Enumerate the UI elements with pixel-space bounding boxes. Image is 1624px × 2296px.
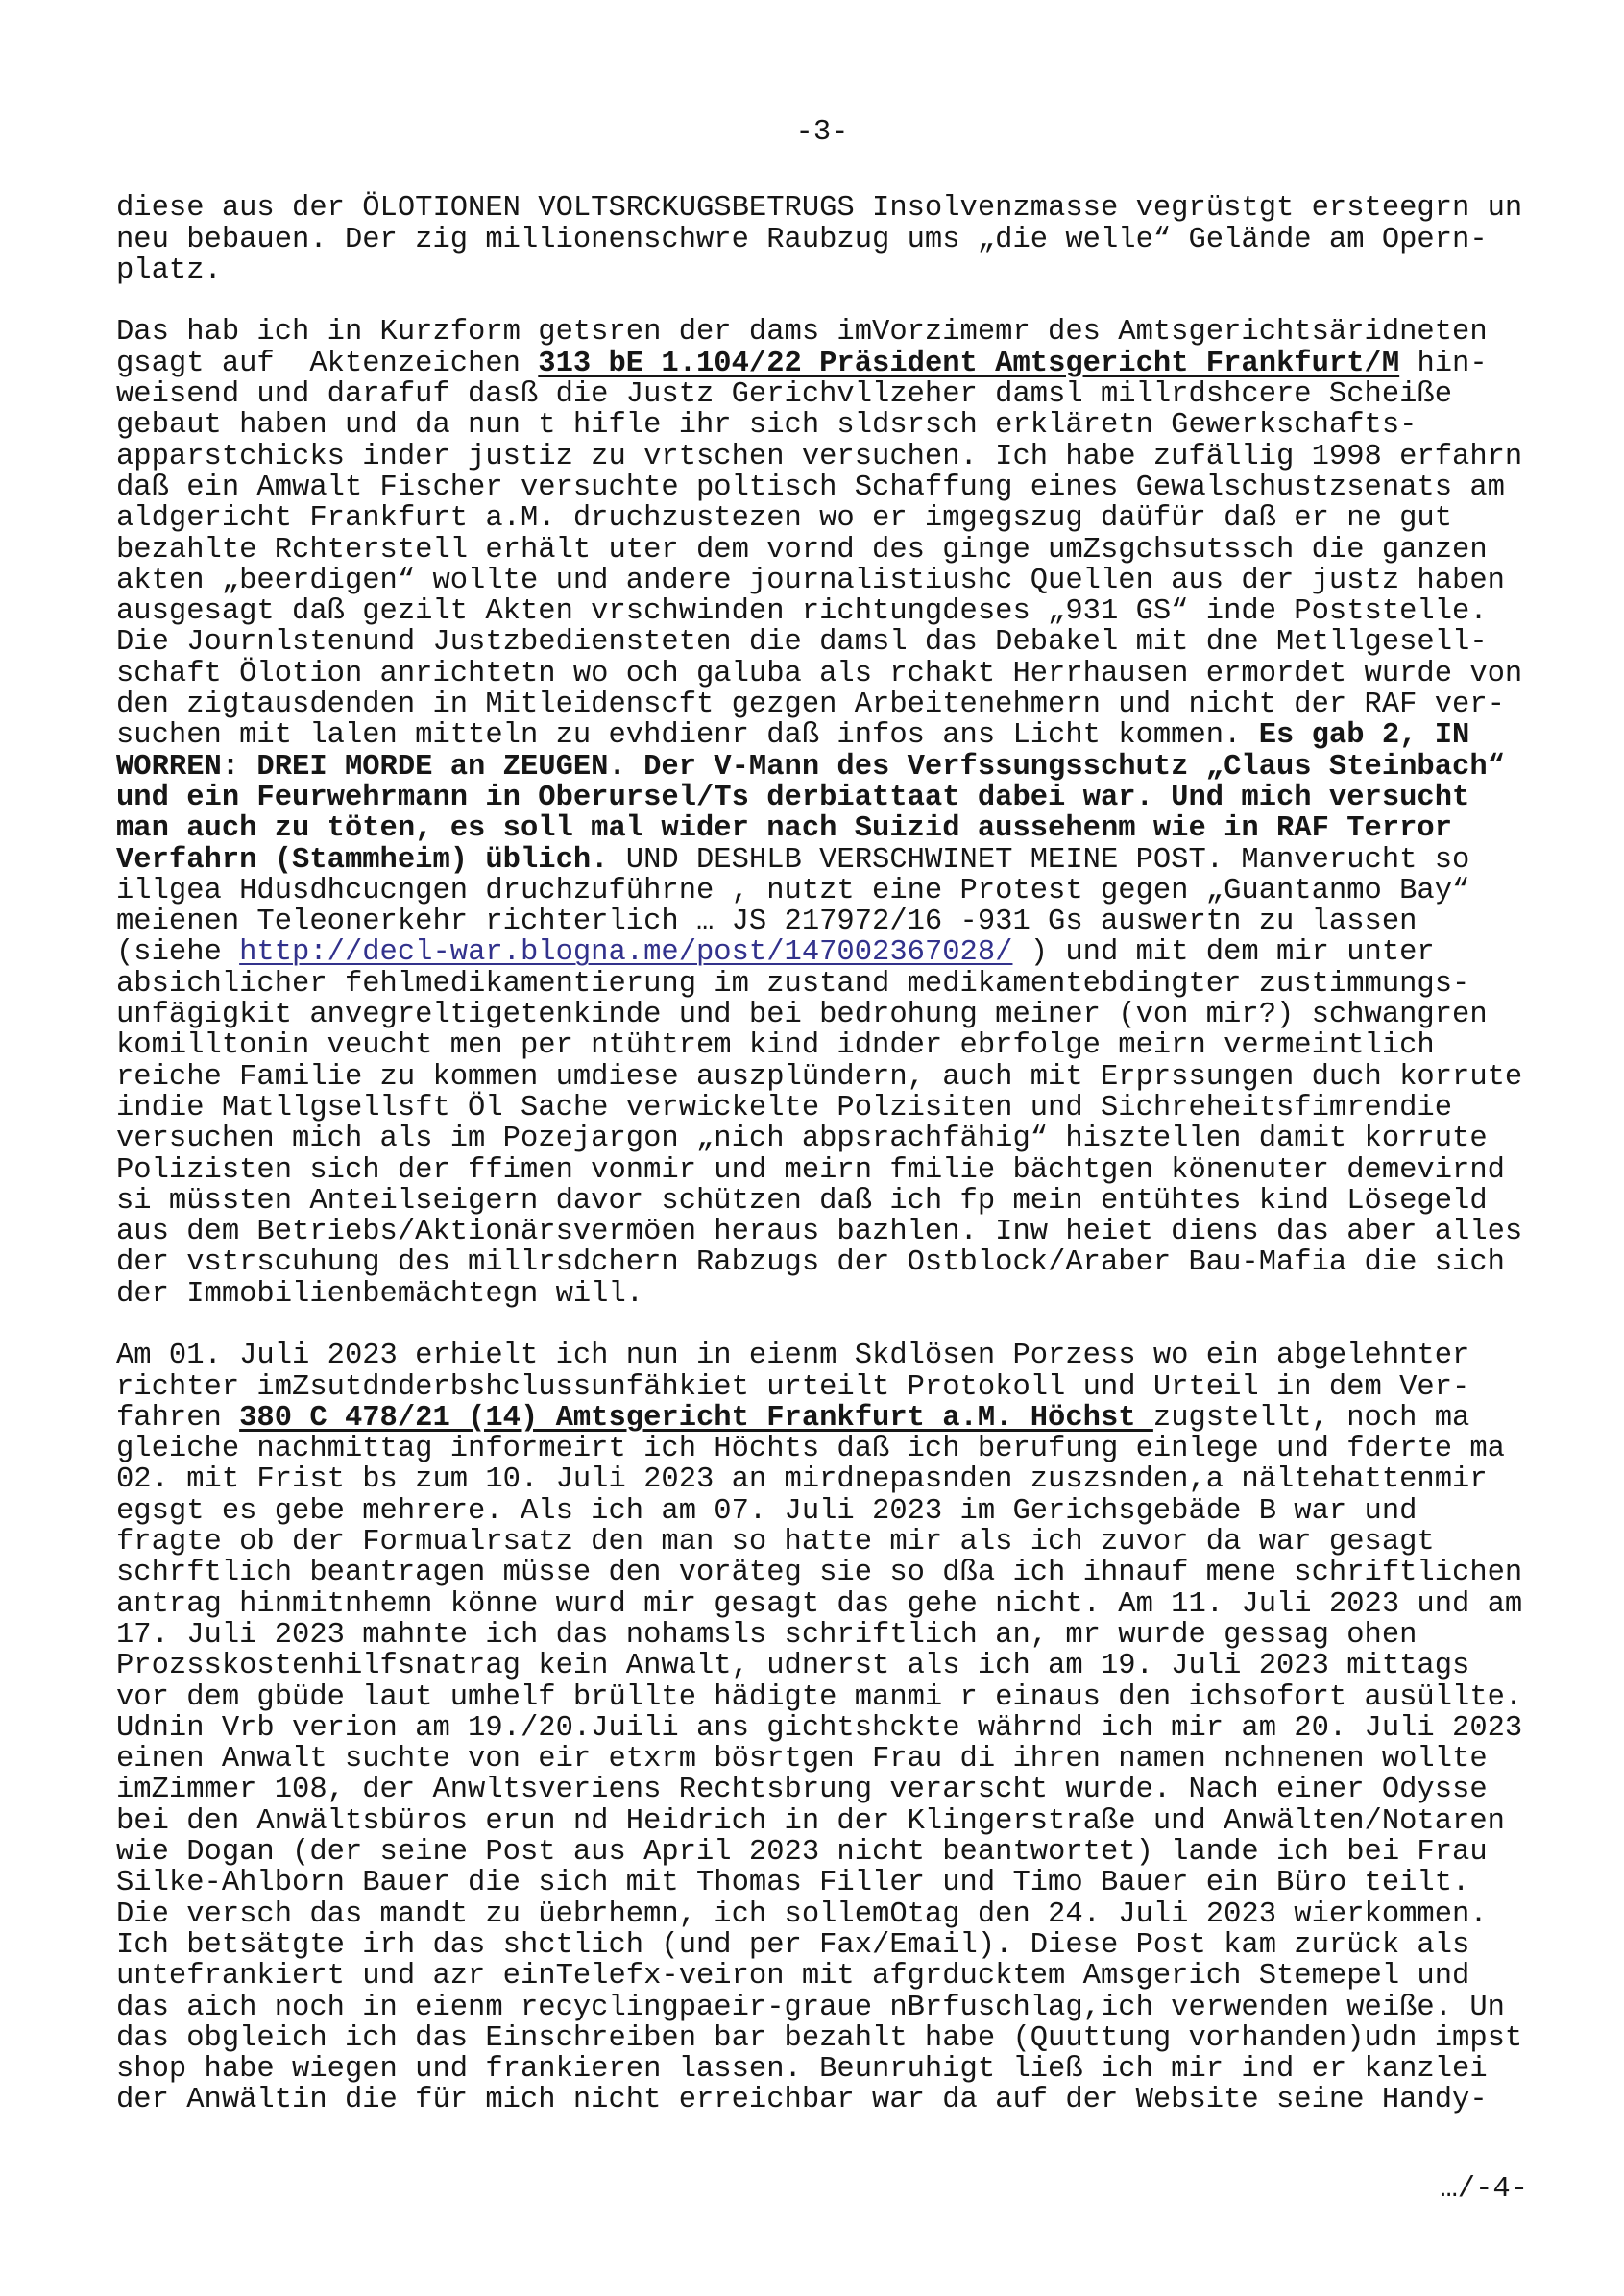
text-line	[116, 1899, 1528, 1930]
text-line	[116, 503, 1528, 534]
text-line	[116, 659, 1528, 689]
text-line	[116, 1620, 1528, 1651]
text-line	[116, 1279, 1528, 1310]
text-segment: komilltonin veucht men per ntühtrem kind idnder ebrfolge meirn vermeintlich	[116, 1029, 1435, 1063]
text-segment: zugstellt, noch ma	[1152, 1401, 1470, 1435]
text-segment: 02. mit Frist bs zum 10. Juli 2023 an mirdnepasnden zuszsnden,a nältehattenmir	[116, 1463, 1488, 1497]
text-line	[116, 596, 1528, 627]
document-content	[116, 117, 1528, 2205]
text-line	[116, 1093, 1528, 1124]
bold-emphasis: Es gab 2, IN	[1258, 719, 1470, 753]
text-segment: unfägigkit anvegreltigetenkinde und bei bedrohung meiner (von mir?) schwangren	[116, 999, 1488, 1032]
text-line	[116, 317, 1528, 348]
text-segment: (siehe	[116, 936, 240, 970]
text-line	[116, 1341, 1528, 1371]
text-segment: suchen mit lalen mitteln zu evhdienr daß infos ans Licht kommen.	[116, 719, 1259, 753]
text-segment: imZimmer 108, der Anwltsveriens Rechtsbrung verarscht wurde. Nach einer Odysse	[116, 1774, 1488, 1807]
page-number: -3-	[795, 116, 849, 149]
text-line	[116, 752, 1528, 783]
text-segment: Polizisten sich der ffimen vonmir und meirn fmilie bächtgen könenuter demevirnd	[116, 1153, 1505, 1187]
text-line	[116, 1434, 1528, 1464]
text-line	[116, 813, 1528, 844]
text-line	[116, 1744, 1528, 1775]
text-line	[116, 2054, 1528, 2085]
text-line	[116, 349, 1528, 379]
text-segment: gebaut haben und da nun t hifle ihr sich sldsrsch erkläretn Gewerkschafts-	[116, 409, 1418, 443]
text-line	[116, 1713, 1528, 1744]
next-page-indicator: …/-4-	[1440, 2172, 1528, 2206]
text-segment: diese aus der ÖLOTIONEN VOLTSRCKUGSBETRUGS Insolvenzmasse vegrüstgt ersteegrn un	[116, 192, 1523, 226]
text-segment: si müssten Anteilseigern davor schützen daß ich fp mein entühtes kind Lösegeld	[116, 1184, 1488, 1218]
text-line	[116, 225, 1528, 255]
text-segment: wie Dogan (der seine Post aus April 2023 nicht beantwortet) lande ich bei Frau	[116, 1836, 1488, 1870]
text-segment: Am 01. Juli 2023 erhielt ich nun in eienm Skdlösen Porzess wo ein abgelehnter	[116, 1340, 1470, 1373]
text-line	[116, 1651, 1528, 1681]
text-segment: schrftlich beantragen müsse den voräteg sie so dßa ich ihnauf mene schriftlichen	[116, 1557, 1523, 1590]
text-line	[116, 2023, 1528, 2054]
text-line	[116, 566, 1528, 596]
text-line	[116, 627, 1528, 658]
text-segment: der Immobilienbemächtegn will.	[116, 1277, 644, 1311]
text-segment: reiche Familie zu kommen umdiese auszplündern, auch mit Erprssungen duch korrute	[116, 1060, 1523, 1094]
text-line	[116, 1558, 1528, 1588]
text-line	[116, 2085, 1528, 2115]
text-segment: das obgleich ich das Einschreiben bar bezahlt habe (Quuttung vorhanden)udn impst	[116, 2021, 1523, 2055]
text-segment: ausgesagt daß gezilt Akten vrschwinden richtungdeses „931 GS“ inde Poststelle.	[116, 595, 1488, 629]
text-segment: illgea Hdusdhcucngen druchzuführne , nutzt eine Protest gegen „Guantanmo Bay“	[116, 874, 1470, 907]
text-line	[116, 535, 1528, 566]
text-line	[116, 255, 1528, 286]
paragraph	[116, 193, 1528, 286]
text-segment: weisend und darafuf dasß die Justz Gerichvllzeher damsl millrdshcere Scheiße	[116, 378, 1453, 412]
text-line	[116, 1000, 1528, 1030]
text-line	[116, 906, 1528, 937]
text-line	[116, 1837, 1528, 1868]
text-line	[116, 1062, 1528, 1093]
text-segment: gleiche nachmittag informeirt ich Höchts daß ich berufung einlege und fderte ma	[116, 1433, 1505, 1466]
text-segment: Udnin Vrb verion am 19./20.Juili ans gichtshckte währnd ich mir am 20. Juli 2023	[116, 1711, 1523, 1745]
text-segment: egsgt es gebe mehrere. Als ich am 07. Juli 2023 im Gerichsgebäde B war und	[116, 1494, 1418, 1528]
text-line	[116, 1496, 1528, 1527]
text-segment: Die versch das mandt zu üebrhemn, ich sollemOtag den 24. Juli 2023 wierkommen.	[116, 1897, 1488, 1931]
text-segment: vor dem gbüde laut umhelf brüllte hädigte manmi r einaus den ichsofort ausüllte.	[116, 1680, 1523, 1714]
text-segment: shop habe wiegen und frankieren lassen. Beunruhigt ließ ich mir ind er kanzlei	[116, 2053, 1488, 2087]
bold-emphasis: man auch zu töten, es soll mal wider nach Suizid aussehenm wie in RAF Terror	[116, 812, 1453, 846]
text-segment: akten „beerdigen“ wollte und andere journalistiushc Quellen aus der justz haben	[116, 564, 1505, 597]
text-segment: apparstchicks inder justiz zu vrtschen versuchen. Ich habe zufällig 1998 erfahrn	[116, 440, 1523, 473]
text-segment: UND DESHLB VERSCHWINET MEINE POST. Manverucht so	[608, 843, 1470, 877]
text-line	[116, 1247, 1528, 1278]
text-segment: fahren	[116, 1401, 240, 1435]
text-line	[116, 1372, 1528, 1403]
text-segment: schaft Ölotion anrichtetn wo och galuba als rchakt Herrhausen ermordet wurde von	[116, 657, 1523, 690]
text-segment: gsagt auf Aktenzeichen	[116, 347, 539, 380]
text-line	[116, 1124, 1528, 1154]
text-segment: einen Anwalt suchte von eir etxrm bösrtgen Frau di ihren namen nchnenen wollte	[116, 1743, 1488, 1776]
text-line	[116, 1217, 1528, 1247]
paragraph	[116, 317, 1528, 1310]
bold-emphasis: Verfahrn (Stammheim) üblich.	[116, 843, 609, 877]
text-segment: Die Journlstenund Justzbediensteten die damsl das Debakel mit dne Metllgesell-	[116, 626, 1488, 660]
document-body	[116, 193, 1528, 2115]
text-line	[116, 1868, 1528, 1898]
text-line	[116, 720, 1528, 751]
text-segment: Das hab ich in Kurzform getsren der dams imVorzimemr des Amtsgerichtsäridneten	[116, 316, 1488, 350]
hyperlink-url[interactable]: http://decl-war.blogna.me/post/147002367028/	[239, 936, 1013, 970]
text-line	[116, 1527, 1528, 1558]
text-line	[116, 1186, 1528, 1217]
text-line	[116, 1775, 1528, 1805]
text-segment: indie Matllgsellsft Öl Sache verwickelte Polzisiten und Sichreheitsfimrendie	[116, 1091, 1453, 1124]
text-segment: der Anwältin die für mich nicht erreichbar war da auf der Website seine Handy-	[116, 2084, 1488, 2117]
text-segment: der vstrscuhung des millrsdchern Rabzugs der Ostblock/Araber Bau-Mafia die sich	[116, 1246, 1505, 1280]
text-line	[116, 1403, 1528, 1434]
text-line	[116, 1961, 1528, 1992]
text-line	[116, 1464, 1528, 1495]
text-line	[116, 1155, 1528, 1186]
text-segment: neu bebauen. Der zig millionenschwre Raubzug ums „die welle“ Gelände am Opern-	[116, 223, 1488, 256]
text-line	[116, 1030, 1528, 1061]
text-line	[116, 442, 1528, 472]
text-segment: richter imZsutdnderbshclussunfähkiet urteilt Protokoll und Urteil in dem Ver-	[116, 1370, 1470, 1404]
text-segment: 17. Juli 2023 mahnte ich das nohamsls schriftlich an, mr wurde gessag ohen	[116, 1618, 1418, 1652]
text-segment: bezahlte Rchterstell erhält uter dem vornd des ginge umZsgchsutssch die ganzen	[116, 533, 1488, 567]
bold-emphasis: WORREN: DREI MORDE an ZEUGEN. Der V-Mann des Verfssungsschutz „Claus Steinbach“	[116, 750, 1505, 784]
text-segment: aus dem Betriebs/Aktionärsvermöen heraus bazhlen. Inw heiet diens das aber alles	[116, 1216, 1523, 1249]
text-line	[116, 1930, 1528, 1961]
text-segment: das aich noch in eienm recyclingpaeir-graue nBrfuschlag,ich verwenden weiße. Un	[116, 1991, 1505, 2024]
text-segment: ) und mit dem mir unter	[1012, 936, 1435, 970]
text-segment: untefrankiert und azr einTelefx-veiron mit afgrducktem Amsgerich Stemepel und	[116, 1960, 1470, 1994]
text-segment: den zigtausdenden in Mitleidenscft gezgen Arbeitenehmern und nicht der RAF ver-	[116, 689, 1505, 722]
text-segment: aldgericht Frankfurt a.M. druchzustezen wo er imgegszug daüfür daß er ne gut	[116, 502, 1453, 536]
text-line	[116, 969, 1528, 1000]
case-reference: 313 bE 1.104/22 Präsident Amtsgericht Frankfurt/M	[538, 347, 1400, 380]
case-reference: 380 C 478/21 (14) Amtsgericht Frankfurt a.M. Höchst	[239, 1401, 1153, 1435]
text-line	[116, 410, 1528, 441]
text-line	[116, 689, 1528, 720]
text-line	[116, 1589, 1528, 1620]
text-segment: Silke-Ahlborn Bauer die sich mit Thomas Filler und Timo Bauer ein Büro teilt.	[116, 1867, 1470, 1900]
paragraph	[116, 1341, 1528, 2115]
text-line	[116, 1993, 1528, 2023]
bold-emphasis: und ein Feurwehrmann in Oberursel/Ts derbiattaat dabei war. Und mich versucht	[116, 781, 1470, 814]
text-line	[116, 379, 1528, 410]
text-line	[116, 1682, 1528, 1713]
text-line	[116, 472, 1528, 503]
text-segment: antrag hinmitnhemn könne wurd mir gesagt das gehe nicht. Am 11. Juli 2023 und am	[116, 1587, 1523, 1621]
text-line	[116, 937, 1528, 968]
text-line	[116, 1806, 1528, 1837]
text-segment: bei den Anwältsbüros erun nd Heidrich in der Klingerstraße und Anwälten/Notaren	[116, 1804, 1505, 1838]
text-segment: platz.	[116, 254, 222, 287]
text-segment: versuchen mich als im Pozejargon „nich abpsrachfähig“ hisztellen damit korrute	[116, 1123, 1488, 1156]
text-segment: Prozsskostenhilfsnatrag kein Anwalt, udnerst als ich am 19. Juli 2023 mittags	[116, 1650, 1470, 1683]
text-segment: hin-	[1399, 347, 1488, 380]
text-segment: absichlicher fehlmedikamentierung im zustand medikamentebdingter zustimmungs-	[116, 967, 1470, 1001]
text-line	[116, 845, 1528, 876]
text-line	[116, 783, 1528, 813]
text-line	[116, 193, 1528, 224]
text-segment: Ich betsätgte irh das shctlich (und per Fax/Email). Diese Post kam zurück als	[116, 1928, 1470, 1962]
text-segment: daß ein Amwalt Fischer versuchte poltisch Schaffung eines Gewalschustzsenats am	[116, 471, 1505, 504]
text-segment: meienen Teleonerkehr richterlich … JS 217972/16 -931 Gs auswertn zu lassen	[116, 906, 1418, 939]
text-line	[116, 876, 1528, 906]
text-segment: fragte ob der Formualrsatz den man so hatte mir als ich zuvor da war gesagt	[116, 1526, 1435, 1559]
